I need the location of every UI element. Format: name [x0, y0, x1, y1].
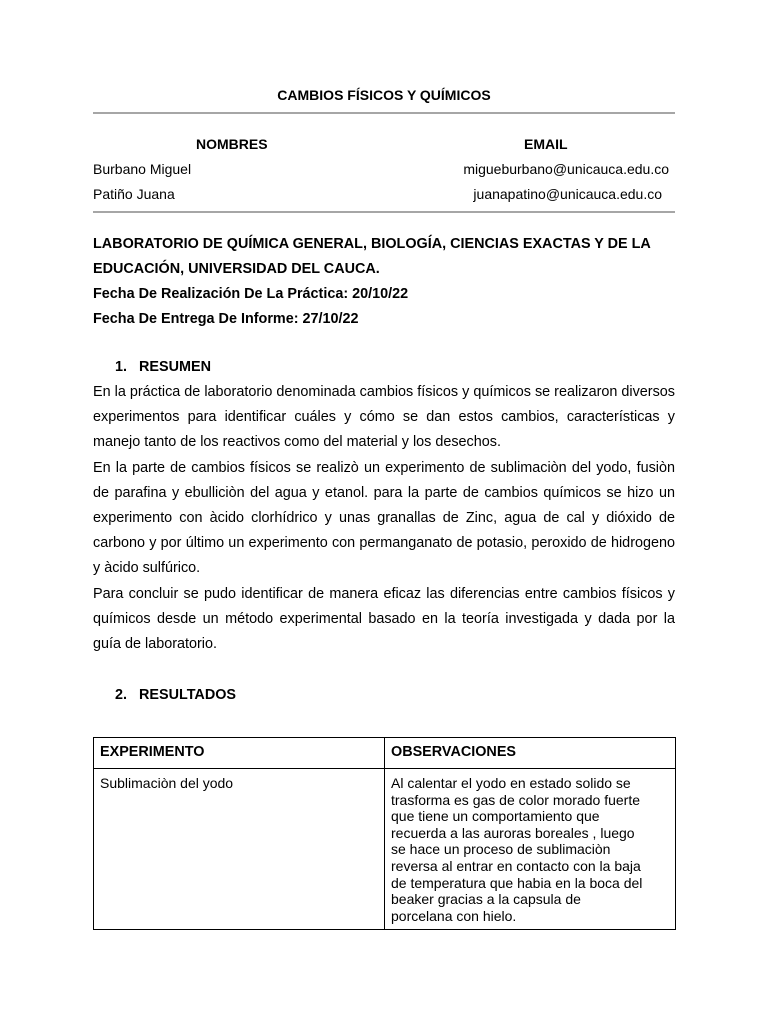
- bottom-divider: [93, 211, 675, 213]
- results-table: [93, 737, 676, 930]
- author-name-1: Burbano Miguel: [93, 161, 192, 177]
- resumen-paragraph-2: En la parte de cambios físicos se realizò un experimento de sublimaciòn del yodo, fusiòn de parafina y ebulliciòn del agua y etanol. para la parte de cambios químicos se hizo un experimento con àcido clorhídrico y unas granallas de Zinc, agua de cal y dióxido de carbono y por último un experimento con permanganato de potasio, peroxido de hidrogeno y àcido sulfúrico.: [93, 459, 675, 577]
- section-number: 2.: [115, 687, 128, 703]
- author-email-2[interactable]: juanapatino@unicauca.edu.co: [473, 186, 662, 202]
- results-table-header: [94, 738, 676, 769]
- observacion-line: de temperatura que habia en la boca del: [391, 874, 643, 891]
- observacion-line: trasforma es gas de color morado fuerte: [391, 791, 641, 808]
- section-heading-resumen: [115, 359, 211, 375]
- resumen-paragraph-1: En la práctica de laboratorio denominada cambios físicos y químicos se realizaron diversos experimentos para identificar cuáles y cómo se dan estos cambios, características y manejo tanto de los reactivos como del material y los desechos.: [93, 384, 675, 451]
- observaciones-cell: [385, 769, 676, 930]
- email-header: EMAIL: [524, 136, 568, 152]
- fecha-realizacion: Fecha De Realización De La Práctica: 20/10/22: [93, 286, 409, 302]
- top-divider: [93, 112, 675, 114]
- names-header: NOMBRES: [196, 136, 268, 152]
- observacion-line: reversa al entrar en contacto con la baja: [391, 857, 641, 874]
- observacion-line: porcelana con hielo.: [391, 907, 517, 924]
- observacion-line: que tiene un comportamiento que: [391, 808, 600, 825]
- observacion-line: se hace un proceso de sublimaciòn: [391, 841, 611, 858]
- experimento-cell: Sublimaciòn del yodo: [94, 769, 385, 930]
- section-heading-resultados: [115, 687, 236, 703]
- section-title: RESUMEN: [139, 359, 211, 375]
- observacion-line: recuerda a las auroras boreales , luego: [391, 824, 635, 841]
- observacion-line: Al calentar el yodo en estado solido se: [391, 775, 631, 791]
- observacion-line: beaker gracias a la capsula de: [391, 891, 581, 908]
- resumen-text: [93, 380, 675, 657]
- institution-name: LABORATORIO DE QUÍMICA GENERAL, BIOLOGÍA, CIENCIAS EXACTAS Y DE LA EDUCACIÓN, UNIVERSIDAD DEL CAUCA.: [93, 236, 651, 277]
- observaciones-header: OBSERVACIONES: [385, 738, 676, 769]
- section-title: RESULTADOS: [139, 687, 237, 703]
- institution-block: [93, 232, 675, 332]
- author-email-1[interactable]: migueburbano@unicauca.edu.co: [463, 161, 669, 177]
- experimento-header: EXPERIMENTO: [94, 738, 385, 769]
- resumen-paragraph-3: Para concluir se pudo identificar de manera eficaz las diferencias entre cambios físicos y químicos desde un método experimental basado en la teoría investigada y dada por la guía de laboratorio.: [93, 585, 675, 653]
- fecha-entrega: Fecha De Entrega De Informe: 27/10/22: [93, 311, 359, 327]
- document-title: CAMBIOS FÍSICOS Y QUÍMICOS: [277, 87, 491, 103]
- section-number: 1.: [115, 359, 128, 375]
- author-name-2: Patiño Juana: [93, 186, 175, 202]
- table-row: [94, 769, 676, 930]
